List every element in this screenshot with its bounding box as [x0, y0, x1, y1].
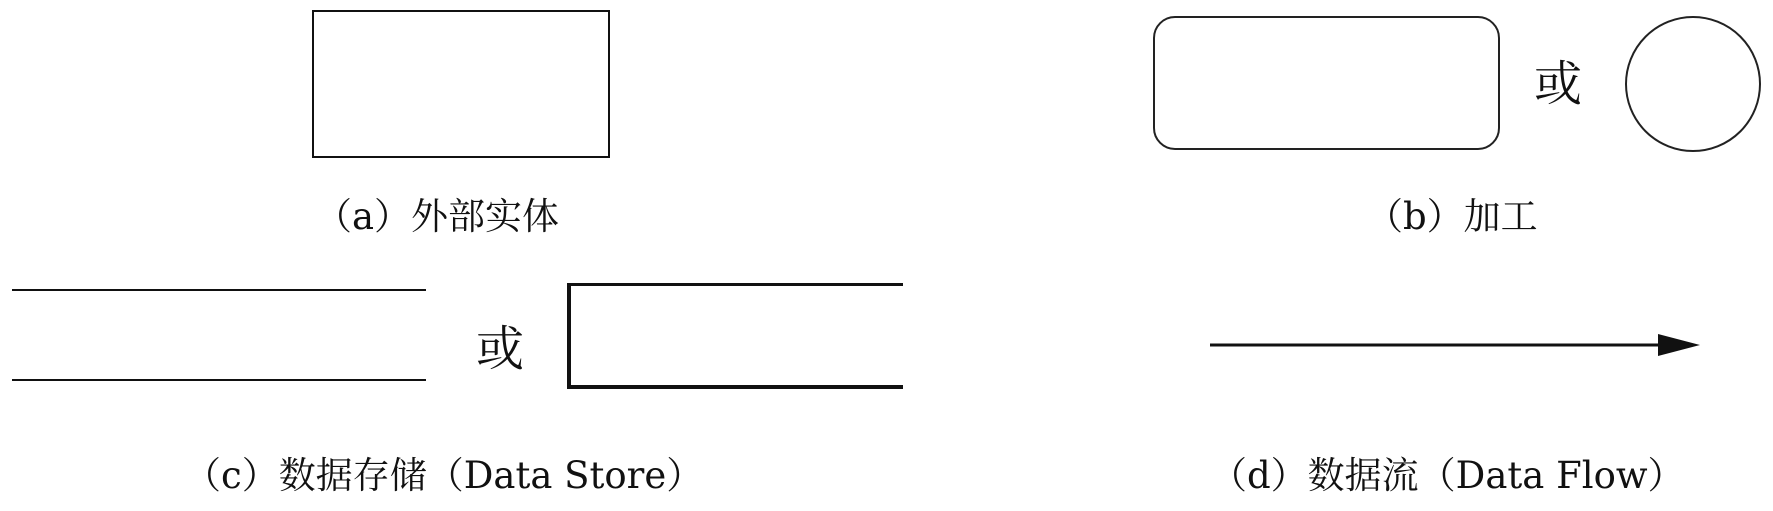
process-circle: [1625, 16, 1761, 152]
process-or-label: 或: [1534, 56, 1583, 112]
data-flow-arrow: [1210, 325, 1700, 365]
process-rounded-rectangle: [1153, 16, 1500, 150]
external-entity-caption: （a）外部实体: [315, 195, 560, 238]
process-caption: （b）加工: [1366, 195, 1538, 238]
data-store-top-line: [12, 289, 426, 291]
data-store-caption: （c）数据存储（Data Store）: [184, 454, 704, 497]
external-entity-rectangle: [312, 10, 610, 158]
data-store-open-rectangle: [567, 283, 903, 389]
data-flow-arrow-head: [1658, 334, 1700, 356]
data-store-or-label: 或: [476, 321, 525, 377]
data-store-bottom-line: [12, 379, 426, 381]
data-flow-caption: （d）数据流（Data Flow）: [1210, 454, 1685, 497]
